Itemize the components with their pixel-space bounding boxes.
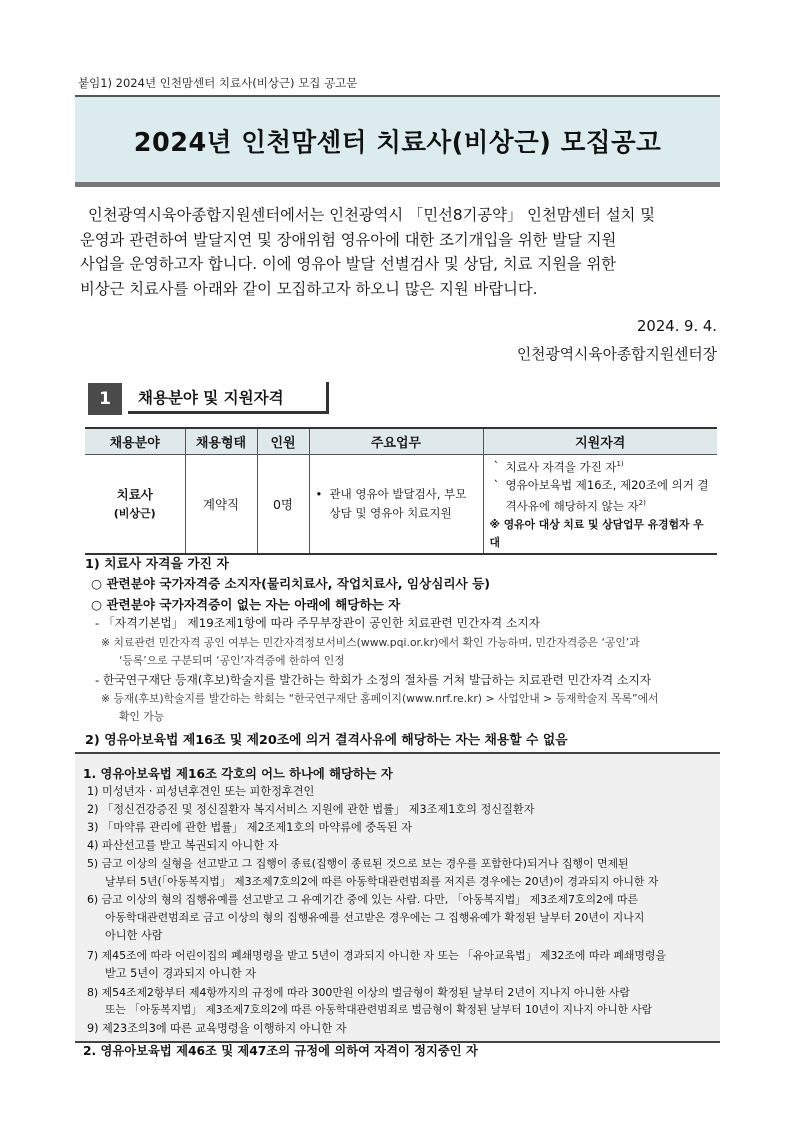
intro-line: 사업을 운영하고자 합니다. 이에 영유아 발달 선별검사 및 상담, 치료 지원을 위한 [80,255,617,273]
note-remark: 확인 가능 [119,710,165,723]
box-item: 5) 금고 이상의 실형을 선고받고 그 집행이 종료(집행이 종료된 것으로 보는 경우를 포함한다)되거나 집행이 면제된 [87,857,629,870]
box-heading: 1. 영유아보육법 제16조 각호의 어느 하나에 해당하는 자 [83,767,393,781]
box-item: 6) 금고 이상의 형의 집행유예를 선고받고 그 유예기간 중에 있는 사람. 다만, 「아동복지법」 제3조제7호의2에 따른 [87,893,638,906]
qualification-text: 영유아보육법 제16조, 제20조에 의거 결격사유에 해당하지 않는 자 [505,477,709,514]
box-item: 9) 제23조의3에 따른 교육명령을 이행하지 아니한 자 [87,1022,347,1035]
box-item: 7) 제45조에 따라 어린이집의 폐쇄명령을 받고 5년이 경과되지 아니한 자 또는 「유아교육법」 제32조에 따라 폐쇄명령을 [87,949,666,962]
section-title: 채용분야 및 지원자격 [128,382,329,414]
qualification-item [490,455,714,476]
section-number-badge: 1 [88,383,122,415]
note-subitem: - 「자격기본법」 제19조제1항에 따라 주무부장관이 공인한 치료관련 민간자격 소지자 [95,616,541,630]
footnote-ref: 2) [638,499,646,508]
cell-duty [309,454,483,554]
announcement-date: 2024. 9. 4. [636,318,717,335]
note-remark: ‘등록’으로 구분되며 ‘공인’자격증에 한하여 인정 [119,654,345,667]
table-row [85,454,717,554]
table-header-row [85,428,717,454]
qualification-item [490,476,714,516]
note-remark: ※ 등재(후보)학술지를 발간하는 학회는 “한국연구재단 홈페이지(www.nrf.re.kr) > 사업안내 > 등재학술지 목록”에서 [101,692,659,705]
intro-line: 비상근 치료사를 아래와 같이 모집하고자 하오니 많은 지원 바랍니다. [80,279,538,298]
job-title: 치료사 [116,486,153,502]
job-subtitle: (비상근) [113,506,156,520]
box-item-cont: 또는 「아동복지법」 제3조제7호의2에 따른 아동학대관련범죄로 벌금형이 확정된 날부터 10년이 지나지 아니한 사람 [105,1003,653,1016]
box-item: 2) 「정신건강증진 및 정신질환자 복지서비스 지원에 관한 법률」 제3조제1호의 정신질환자 [87,803,535,816]
attachment-label: 붙임1) 2024년 인천맘센터 치료사(비상근) 모집 공고문 [78,76,358,90]
box-item: 1) 미성년자 · 피성년후견인 또는 피한정후견인 [87,785,315,798]
intro-line: 운영과 관련하여 발달지연 및 장애위험 영유아에 대한 조기개입을 위한 발달 지원 [80,230,617,249]
table-header: 채용형태 [185,428,257,454]
box-item-cont: 아니한 사람 [105,929,163,942]
dash-icon: ˋ [493,459,500,474]
qualification-text: 치료사 자격을 가진 자 [505,459,617,474]
note-heading: 2) 영유아보육법 제16조 및 제20조에 의거 결격사유에 해당하는 자는 채용할 수 없음 [85,733,568,748]
table-header: 채용분야 [85,428,185,454]
table-header: 주요업무 [309,428,483,454]
box-item: 3) 「마약류 관리에 관한 법률」 제2조제1호의 마약류에 중독된 자 [87,821,413,834]
cell-type: 계약직 [185,454,257,554]
note-item: ○ 관련분야 국가자격증 소지자(물리치료사, 작업치료사, 임상심리사 등) [91,576,491,591]
footnote-ref: 1) [616,459,624,468]
cell-qualifications [483,454,717,554]
note-item: ○ 관련분야 국가자격증이 없는 자는 아래에 해당하는 자 [91,597,401,612]
box-item-cont: 받고 5년이 경과되지 아니한 자 [105,967,257,980]
issuer-name: 인천광역시육아종합지원센터장 [516,346,717,363]
cell-job [85,454,185,554]
preference-note: ※ 영유아 대상 치료 및 상담업무 유경험자 우대 [489,517,704,550]
dash-icon: ˋ [493,477,500,492]
title-banner [75,95,720,187]
intro-line: 인천광역시육아종합지원센터에서는 인천광역시 「민선8기공약」 인천맘센터 설치 및 [88,206,656,224]
duty-item [316,485,477,523]
box-item-cont: 아동학대관련범죄로 금고 이상의 형의 집행유예를 선고받은 경우에는 그 집행유예가 확정된 날부터 20년이 지나지 [105,911,645,924]
page-title: 2024년 인천맘센터 치료사(비상근) 모집공고 [133,128,662,158]
box-item: 8) 제54조제2항부터 제4항까지의 규정에 따라 300만원 이상의 벌금형이 확정된 날부터 2년이 지나지 아니한 사람 [87,986,630,999]
table-header: 지원자격 [483,428,717,454]
table-header: 인원 [257,428,309,454]
cell-count: 0명 [257,454,309,554]
note-subitem: - 한국연구재단 등재(후보)학술지를 발간하는 학회가 소정의 절차를 거쳐 발급하는 치료관련 민간자격 소지자 [95,673,652,687]
bullet-icon: • [315,486,323,501]
disqualification-box [75,752,720,1058]
box-item: 4) 파산선고를 받고 복권되지 아니한 자 [87,839,279,852]
box-heading: 2. 영유아보육법 제46조 및 제47조의 규정에 의하여 자격이 정지중인 자 [83,1044,478,1058]
recruitment-table [85,427,717,555]
intro-paragraph [80,203,720,301]
note-heading: 1) 치료사 자격을 가진 자 [85,557,229,572]
box-item-cont: 날부터 5년(「아동복지법」 제3조제7호의2에 따른 아동학대관련범죄를 저지른 경우에는 20년)이 경과되지 아니한 자 [105,875,659,888]
duty-text: 관내 영유아 발달검사, 부모 상담 및 영유아 치료지원 [329,486,467,520]
note-remark: ※ 치료관련 민간자격 공인 여부는 민간자격정보서비스(www.pqi.or.kr)에서 확인 가능하며, 민간자격증은 ‘공인’과 [101,636,640,649]
